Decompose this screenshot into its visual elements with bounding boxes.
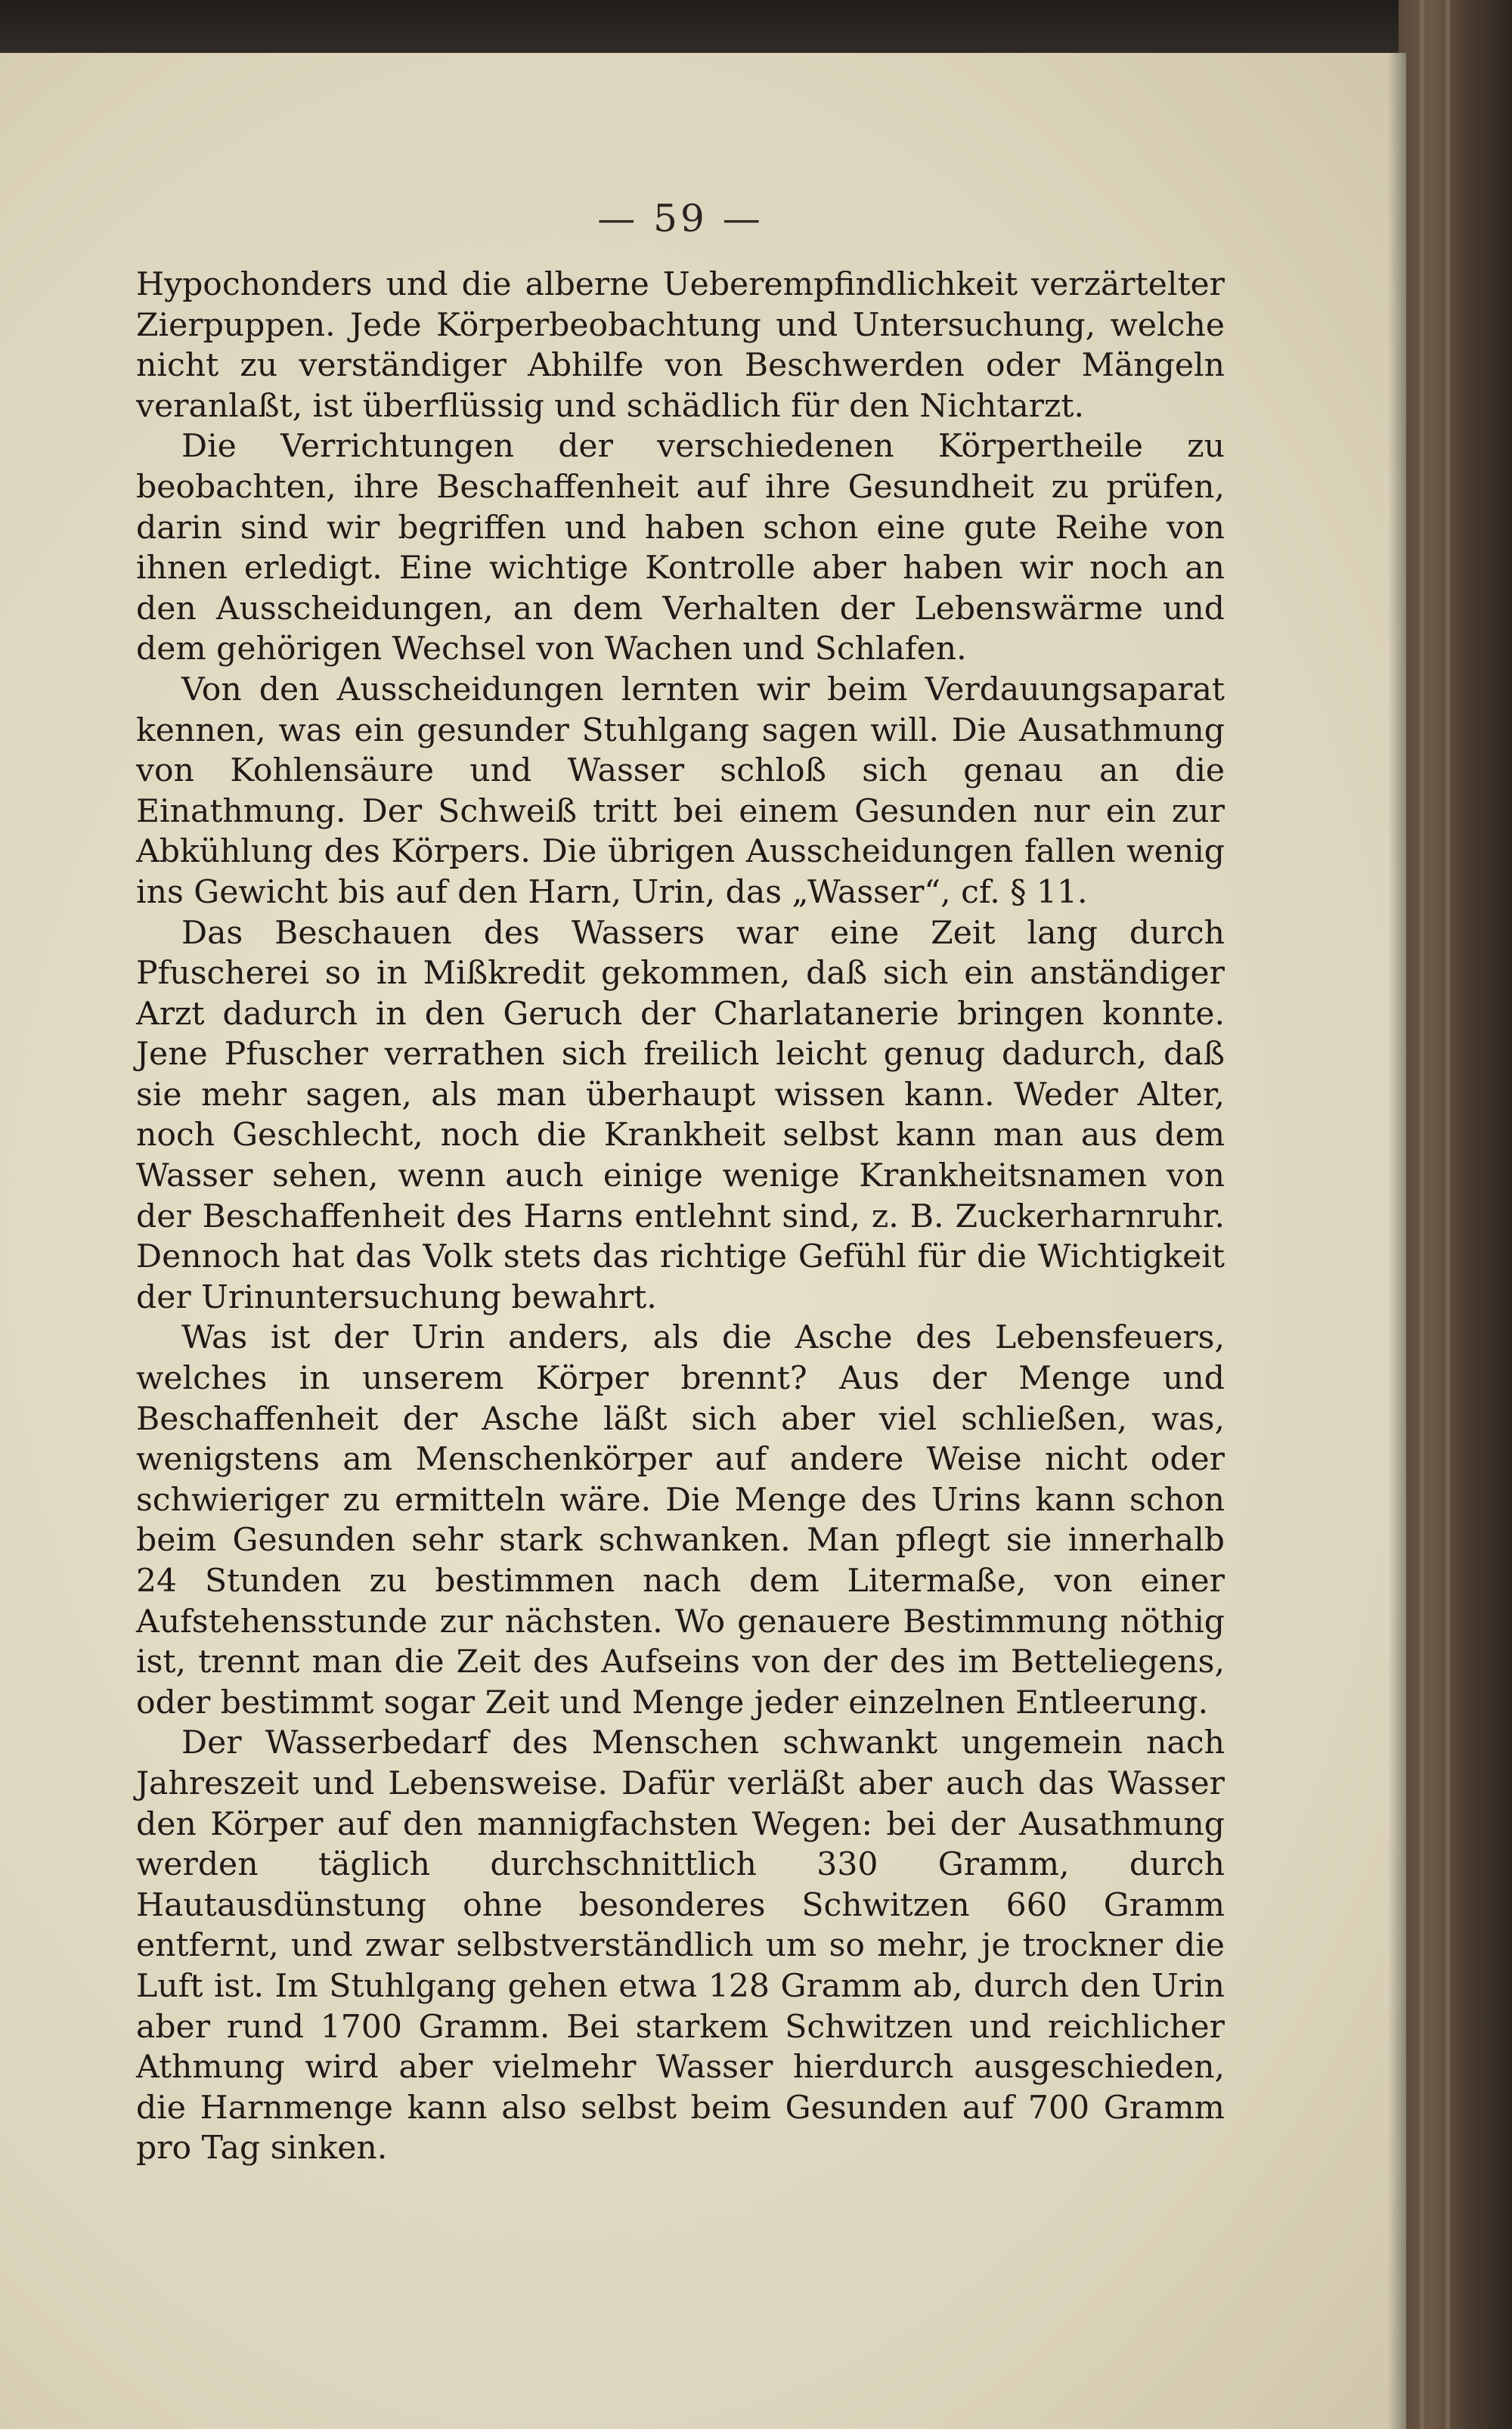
paragraph: Das Beschauen des Wassers war eine Zeit lang durch Pfuscherei so in Mißkredit gekommen, daß sich ein anständiger Arzt dadurch in den Geruch der Charlatanerie bringen konnte. Jene Pfuscher verrathen sich freilich leicht genug dadurch, daß sie mehr sagen, als man überhaupt wissen kann. Weder Alter, noch Geschlecht, noch die Krankheit selbst kann man aus dem Wasser sehen, wenn auch einige wenige Krankheitsnamen von der Beschaffenheit des Harns entlehnt sind, z. B. Zuckerharnruhr. Dennoch hat das Volk stets das richtige Gefühl für die Wichtigkeit der Urinuntersuchung bewahrt. [136,914,1225,1316]
paragraph: Was ist der Urin anders, als die Asche des Lebensfeuers, welches in unserem Körper brennt? Aus der Menge und Beschaffenheit der Asche läßt sich aber viel schließen, was, wenigstens am Menschenkörper auf andere Weise nicht oder schwieriger zu ermitteln wäre. Die Menge des Urins kann schon beim Gesunden sehr stark schwanken. Man pflegt sie innerhalb 24 Stunden zu bestimmen nach dem Litermaße, von einer Aufstehensstunde zur nächsten. Wo genauere Bestimmung nöthig ist, trennt man die Zeit des Aufseins von der des im Betteliegens, oder bestimmt sogar Zeit und Menge jeder einzelnen Entleerung. [136,1319,1225,1721]
paragraph: Der Wasserbedarf des Menschen schwankt ungemein nach Jahreszeit und Lebensweise. Dafür verläßt aber auch das Wasser den Körper auf den mannigfachsten Wegen: bei der Ausathmung werden täglich durchschnittlich 330 Gramm, durch Hautausdünstung ohne besonderes Schwitzen 660 Gramm entfernt, und zwar selbstverständlich um so mehr, je trockner die Luft ist. Im Stuhlgang gehen etwa 128 Gramm ab, durch den Urin aber rund 1700 Gramm. Bei starkem Schwitzen und reichlicher Athmung wird aber vielmehr Wasser hierdurch ausgeschieden, die Harnmenge kann also selbst beim Gesunden auf 700 Gramm pro Tag sinken. [136,1724,1225,2167]
paragraph: Von den Ausscheidungen lernten wir beim Verdauungsaparat kennen, was ein gesunder Stuhlgang sagen will. Die Ausathmung von Kohlensäure und Wasser schloß sich genau an die Einathmung. Der Schweiß tritt bei einem Gesunden nur ein zur Abkühlung des Körpers. Die übrigen Ausscheidungen fallen wenig ins Gewicht bis auf den Harn, Urin, das „Wasser“, cf. § 11. [136,671,1225,911]
page-body-text [136,265,1225,2169]
page-gutter-shadow [1388,53,1406,2429]
cover-edge-line [1420,0,1424,2429]
cover-edge-line [1445,0,1450,2429]
page-number: — 59 — [597,197,764,240]
book-cover-edge [1399,0,1512,2429]
paragraph: Hypochonders und die alberne Ueberempfindlichkeit verzärtelter Zierpuppen. Jede Körperbeobachtung und Untersuchung, welche nicht zu verständiger Abhilfe von Beschwerden oder Mängeln veranlaßt, ist überflüssig und schädlich für den Nichtarzt. [136,266,1225,425]
paragraph: Die Verrichtungen der verschiedenen Körpertheile zu beobachten, ihre Beschaffenheit auf ihre Gesundheit zu prüfen, darin sind wir begriffen und haben schon eine gute Reihe von ihnen erledigt. Eine wichtige Kontrolle aber haben wir noch an den Ausscheidungen, an dem Verhalten der Lebenswärme und dem gehörigen Wechsel von Wachen und Schlafen. [136,428,1225,668]
